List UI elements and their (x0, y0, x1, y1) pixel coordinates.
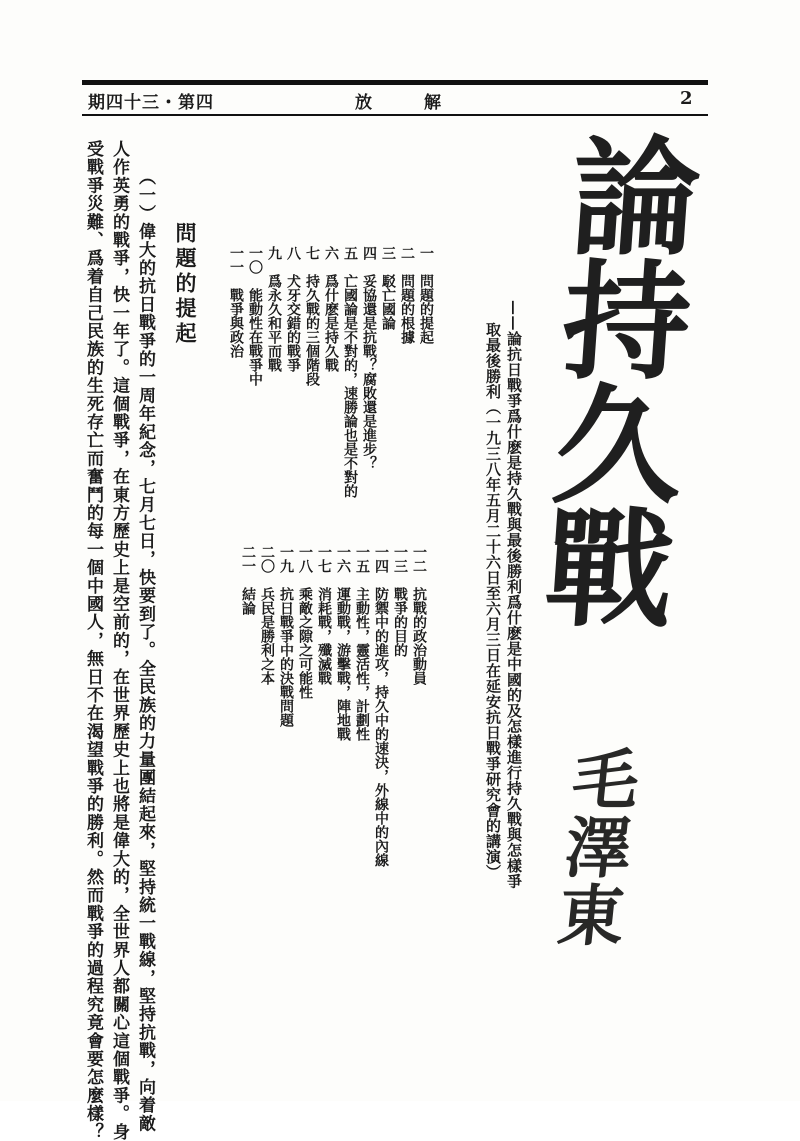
toc-item: 一七 消耗戰，殲滅戰 (316, 545, 332, 685)
publication-name: 放解 (355, 93, 493, 113)
toc-item: 四 妥協還是抗戰？腐敗還是進步？ (361, 246, 377, 470)
subtitle-line-1: ——論抗日戰爭爲什麽是持久戰與最後勝利爲什麽是中國的及怎樣進行持久戰與怎樣爭 (505, 300, 523, 889)
toc-item: 一八 乘敵之隙之可能性 (297, 545, 313, 699)
article-title: 論持久戰 (519, 130, 705, 626)
body-paragraph-line: 受戰爭災難、爲着自己民族的生死存亡而奮鬥的每一個中國人，無日不在渴望戰爭的勝利。然而戰爭的過程究竟會要怎麼樣？ (83, 140, 103, 1141)
toc-item: 五 亡國論是不對的，速勝論也是不對的 (342, 246, 358, 498)
toc-item: 二一 結論 (240, 545, 256, 615)
toc-item: 二 問題的根據 (399, 246, 415, 344)
toc-item: 一〇 能動性在戰爭中 (247, 246, 263, 386)
toc-item: 三 駁亡國論 (380, 246, 396, 330)
toc-item: 七 持久戰的三個階段 (304, 246, 320, 386)
author-signature: 毛澤東 (543, 745, 643, 949)
page-number: 2 (680, 88, 694, 109)
toc-item: 一四 防禦中的進攻，持久中的速決，外線中的內線 (373, 545, 389, 867)
header-top-rule (82, 80, 708, 85)
toc-item: 二〇 兵民是勝利之本 (259, 545, 275, 685)
subtitle-line-2: 取最後勝利（一九三八年五月二十六日至六月三日在延安抗日戰爭研究會的講演） (484, 322, 502, 880)
toc-item: 一六 運動戰，游擊戰，陣地戰 (335, 545, 351, 741)
body-paragraph-line: 人作英勇的戰爭，快一年了。這個戰爭，在東方歷史上是空前的，在世界歷史上也將是偉大的，全世界人都關心這個戰爭。身 (109, 140, 129, 1141)
toc-item: 一九 抗日戰爭中的決戰問題 (278, 545, 294, 727)
toc-item: 八 犬牙交錯的戰爭 (285, 246, 301, 372)
issue-number: 期四十三・第四 (88, 93, 214, 113)
table-of-contents-bottom (238, 545, 428, 867)
toc-item: 一 問題的提起 (418, 246, 434, 344)
toc-item: 六 爲什麽是持久戰 (323, 246, 339, 372)
section-heading: 問題的提起 (173, 222, 198, 347)
toc-item: 一二 抗戰的政治動員 (411, 545, 427, 685)
toc-item: 一三 戰爭的目的 (392, 545, 408, 657)
table-of-contents-top (226, 246, 435, 498)
body-paragraph-line: （一）偉大的抗日戰爭的一周年紀念，七月七日，快要到了。全民族的力量團結起來，堅持統一戰線，堅持抗戰，向着敵 (135, 168, 155, 1133)
toc-item: 九 爲永久和平而戰 (266, 246, 282, 372)
toc-item: 一一 戰爭與政治 (228, 246, 244, 358)
toc-item: 一五 主動性，靈活性，計劃性 (354, 545, 370, 741)
header-bottom-rule (82, 114, 708, 116)
